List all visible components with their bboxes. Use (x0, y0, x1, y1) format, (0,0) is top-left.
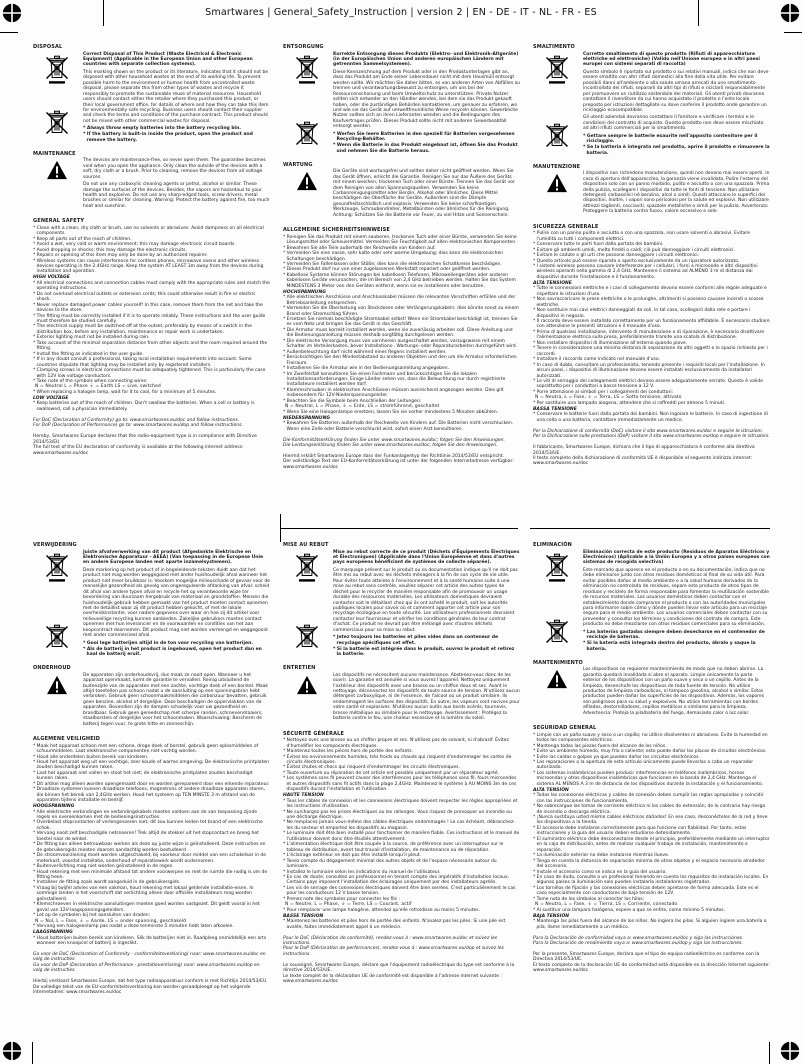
bullet-line: * Keep batteries out of the reach of children. Don't swallow the batteries. When a cell or battery is swallowed, call a physician immediately. (33, 401, 255, 412)
bullet-line: * De stroomvoorziening moet worden uitgeschakeld, bij voorkeur door middel van een schakelaar in de meterkast, voordat installatie, onderhoud of reparatiewerk wordt ondernomen. (33, 853, 267, 864)
icon-paragraph-block (533, 171, 770, 217)
paragraph-line: Mise au rebut correcte de ce produit (Déchets d'Équipements Électriques et Électroniques) (Applicable dans l'Union Européenne et dans d'autres pays européens bénéficiant de systèmes de collecte séparée). (333, 549, 520, 566)
bullet-line: * Alle elektrischen Anschlüsse und Anschlusskabel müssen die relevanten Vorschriften erfüllen und der Betriebsanleitung entsprechen. (283, 295, 516, 306)
language-grid (33, 42, 770, 1000)
bold-bullet-line: * Gettare sempre le batterie esaurite nell'apposito contenitore per il riciclaggio. (583, 133, 758, 145)
bullet-line: * Ne remplacez jamais vous-même des câbles électriques endommagés ! Le cas échéant, débranchez-les du secteur et emportez les dispositifs au magasin. (283, 820, 515, 831)
bullet-line: * Houd batterijen buiten bereik van kinderen. Slik de batterijen niet in. Raadpleeg onmiddellijk een arts wanneer een knoopcel of batterij is ingeslikt. (33, 935, 267, 946)
bullet-line: * All electrical connections and connection cables must comply with the appropriate rules and match the operating instructions. (33, 280, 270, 292)
paragraph-line: Do not use any carboxylic cleaning agents or petrol, alcohol or similar. These damage the surfaces of the devices. Besides, the vapors are hazardous to your health and explosive. Do not use any sharp-edged tools, screw drivers, metal brushes or similar for cleaning. Warning: Protect the battery against fire, too much heat and sunshine. (83, 182, 270, 209)
paragraph-text (333, 52, 520, 155)
bullet-line: * Maintenez toutes les pièces hors de portée des enfants. (283, 749, 413, 755)
icon-column (533, 550, 583, 653)
wire-symbols-line: N = Neutro, L = Fase, ⏚ = Tierra, LS = Corriente, conectado (535, 902, 678, 908)
crop-tick (32, 1042, 33, 1064)
wire-symbols-line: N = Neutre, L = Phase, ⏚ = Terre, LS = Courant, actif (285, 902, 412, 908)
paragraph-line: www.smartwares.eu/doc (33, 450, 89, 456)
wire-symbols-line: N = Nul, L = Fase, ⏚ = Aarde, LS = onder spanning, geschakeld (35, 918, 187, 924)
bullet-line: * Let op de symbolen bij het aansluiten van draden: (33, 913, 151, 919)
section-heading: ENTRETIEN (283, 665, 316, 672)
bullet-line: * Al sustituir una lámpara halógena, espere a que se enfríe, como mínimo 5 minutos. (533, 907, 726, 913)
bullet-line: * Evite un ambiente húmedo, muy frío o caliente; esto puede dañar las placas de circuitos electrónicos. (533, 749, 767, 755)
warning-triangle-icon (296, 171, 318, 191)
bullet-line: * Klemmschrauben in elektrischen Anschlüssen müssen ausreichend angezogen werden. Dies gilt insbesondere für 12V-Niederspannungsleiter. (283, 387, 504, 399)
bullet-line: * Le luminaire doit être bien installé pour fonctionner de manière fiable. Ces instructions et le manuel de l'utilisateur doivent donc être étudiés attentivement. (283, 831, 520, 842)
bullet-line: * Wenn Sie eine Halogenlampe ersetzen, lassen Sie sie vorher mindestens 5 Minuten abkühlen. (283, 409, 499, 415)
weee-crossed-bin-bar-icon (45, 552, 69, 583)
bullet-line: * Questo articolo può essere riparato o aperto esclusivamente da un riparatore autorizzato. (533, 258, 740, 264)
paragraph-text (83, 550, 270, 659)
section-heading: SÉCURITÉ GÉNÉRALE (283, 730, 345, 737)
section-heading: ELIMINACIÓN (533, 542, 572, 548)
bullet-line: * Vervang nooit zelf beschadigde netsnoeren! Trek altijd de stekker uit het stopcontact en breng het toestel naar de winkel. (33, 831, 259, 842)
bullet-line: * Keep all parts out of the reach of children. (33, 236, 132, 242)
paragraph-line: Correct Disposal of This Product (Waste Electrical & Electronic Equipment) (Applicable in the European Union and other European countries with separate collection systems). (83, 51, 253, 68)
registration-mark-top-left (2, 3, 22, 23)
declaration-line: Ga voor de DoC (Declaration of Conformity - conformiteitsverklaring) naar: www.smartwares.eu/doc en volg de instructies. (33, 951, 266, 963)
sub-heading: ALTA TENSIONE (533, 280, 572, 286)
bullet-line: * Mantenga todas las piezas fuera del alcance de los niños. (533, 743, 667, 749)
paragraph-line: Il testo completo della dichiarazione di conformità UE è disponibile al seguente indirizzo internet: www.smartwares.eu/doc (533, 455, 753, 467)
sub-heading: HAUTE TENSION (283, 793, 324, 799)
paragraph-text (333, 673, 520, 724)
weee-crossed-bin-icon (295, 120, 319, 151)
bullet-line: * Limpie con un paño suave y seco o un cepillo; no utilice disolventes ni abrasivos. Evite la humedad en todos los componentes eléctricos. (533, 732, 768, 744)
weee-crossed-bin-icon (295, 623, 319, 654)
paragraph-line: Por la presente, Smartwares Europe, declara que el tipo de equipo radioeléctrico es conforme con la Directiva 2014/53/UE. (533, 951, 760, 963)
bold-bullet-line: * Se la batteria è integrata nel prodotto, aprire il prodotto e rimuovere la batteria. (583, 145, 770, 156)
bullet-line: * Do not overload electrical outlets or extension cords; this could otherwise result in fire or electric shock. (33, 291, 256, 303)
bullet-line: * Il raccordo deve essere installato correttamente per un funzionamento affidabile. È necessario studiare con attenzione le presenti istruzioni e il manuale d'uso. (533, 319, 770, 330)
bullet-line: * Instale el accesorio como se indica en la guía del usuario. (533, 869, 667, 875)
declaration-line: For DoC (Declaration of Conformity) go to: www.smartwares.eu/doc and follow instructions. (33, 417, 240, 423)
bold-bullet-line: * Werfen Sie leere Batterien in den speziell für Batterien vorgesehenen Recycling-Behälter. (333, 131, 515, 143)
paragraph-line: Hereby, Smartwares Europe declares that the radio-equipment type is in compliance with Directive 2014/53/EU (33, 434, 257, 445)
weee-crossed-bin-icon (545, 618, 569, 649)
bullet-line: * Berücksichtigen Sie den Mindestabstand zu anderen Objekten und den um die Armatur erforderlichen Freiraum. (283, 355, 517, 366)
bold-bullet-line: * Si la batería está integrada dentro del producto, ábralo y saque la batería. (583, 641, 756, 652)
section-heading: MAINTENANCE (33, 150, 76, 157)
bullet-line: * Vervang een halogeenlamp pas nadat u deze tenminste 5 minuten hebt laten afkoelen. (33, 924, 234, 930)
bullet-line: * Tenez compte du dégagement minimal des autres objets et de l'espace nécessaire autour du luminaire. (283, 858, 497, 870)
bullet-line: * Klemschroeven in elektrische aansluitingen moeten goed worden vastgezet. Dit geldt vooral in het geval van 12V-laagspanningsgeleiders. (33, 902, 260, 913)
bullet-line: * Exterior lighting must not be installed during rain. (33, 335, 150, 341)
bullet-line: * Pulire con un panno pulito e asciutto o con una spazzola, non usare solventi o abrasivi. Evitare l'umidità su tutti i componenti elettrici. (533, 231, 750, 242)
section-heading: ENTSORGUNG (283, 44, 324, 50)
bullet-line: * Wireless systems can cause interference for cordless phones, microwave ovens and other wireless devices operating in the 2.4GHz range. Keep the system AT LEAST 3m away from the devices during installation and operation. (33, 258, 264, 275)
bullet-line: * Houd rekening met een minimale afstand tot andere voorwerpen en met de ruimte die nodig is om de fitting heen. (33, 869, 268, 881)
bullet-line: * Clamping screws in electrical connections must be adequately tightened. This is particularly the case with 12V low voltage conductors. (33, 368, 266, 379)
icon-column (283, 673, 333, 724)
bold-bullet-line: * Wenn die Batterie in das Produkt eingebaut ist, öffnen Sie das Produkt und nehmen Sie die Batterie heraus. (333, 143, 518, 154)
bullet-line: * Vraag bij twijfel advies van een vakman, houd rekening met lokaal geldende installatie-eisen. In sommige landen is het voorschrift dat verlichting alleen door officiële installateurs mag worden geïnstalleerd. (33, 885, 254, 902)
declaration-line: Ga voor de DoP (Declaration of Performance - prestatieverklaring) naar: www.smartwares.eu/dop en volg de instructies. (33, 962, 260, 974)
paragraph-line: Il fabbricante, Smartwares Europe, dichiara che il tipo di apparecchiatura è conforme alla direttiva 2014/53/UE. (533, 445, 755, 456)
crop-tick (784, 32, 802, 33)
paragraph-line: Gli utenti aziendali dovranno contattare il fornitore e verificare i termini e le condizioni del contratto di acquisto. Questo prodotto non deve essere mischiato ad altri rifiuti commerciali per lo smaltimento. (583, 115, 764, 132)
paragraph-line: Die Geräte sind wartungsfrei und sollten daher nicht geöffnet werden. Wenn Sie das Gerät öffnen, erlischt die Garantie. Reinigen Sie nur das Äußere des Geräts mit einem weichen, trockenen Tuch oder einer Bürste. Trennen Sie das Gerät vor dem Reinigen von allen Spannungsquellen. Verwenden Sie keine Carbonreinigungsmittel oder Benzin, Alkohol oder ähnliches. Diese Mittel beschädigen die Oberfläche der Geräte. Außerdem sind die Dämpfe gesundheitsschädlich und explosiv. Verwenden Sie keine scharfkantigen Werkzeuge, Schraubendreher, Metallbürsten oder ähnliches für die Reinigung. Achtung: Schützen Sie die Batterie vor Feuer, zu viel Hitze und Sonnenschein. (333, 169, 515, 218)
language-section-fr (283, 540, 520, 1000)
language-section-nl (33, 540, 270, 1000)
declaration-line: Pour le DoP (Déclaration de performances), rendez-vous à : www.smartwares.eu/dop et suivez les instructions. (283, 946, 504, 957)
declaration-line: Die Konformitätserklärung finden Sie unter www.smartwares.eu/doc; folgen Sie den Anweisungen. (283, 437, 505, 443)
crop-tick (769, 1042, 770, 1064)
bullet-line: * When replacing a halogen lamp, wait for it to cool, for a minimum of 5 minutes. (33, 389, 217, 395)
icon-paragraph-block (283, 52, 520, 155)
language-section-it (533, 42, 770, 540)
bullet-line: * Never replace damaged power cables yourself! In this case, remove them from the net and take the devices to the store. (33, 302, 263, 314)
bullet-line: * En caso de duda, consulte a un profesional teniendo en cuenta los requisitos de instalación locales. En algunos países la iluminación solo pueden instalarla instaladores registrados. (533, 875, 769, 886)
declaration-line: Para la Declaración de rendimiento vaya a: www.smartwares.eu/dop y siga las instrucciones. (533, 941, 743, 946)
paragraph-text (583, 667, 770, 718)
paragraph-line: Eliminación correcta de este producto (Residuos de Aparatos Eléctricos y Electrónicos) (Aplicable a la Unión Europea y a otros países europeos con sistemas de recogida selectiva) (583, 549, 770, 566)
sub-heading: LAAGSPANNING (33, 930, 73, 936)
bold-bullet-line: * If the battery is built-in inside the product, open the product and remove the battery. (83, 132, 253, 143)
paragraph-text (83, 52, 270, 144)
bullet-line: * Installieren Sie die Armatur wie in der Bedienungsanleitung angegeben. (283, 366, 450, 372)
declaration-line: For DoP (Declaration of Performance) go to: www.smartwares.eu/dop and follow instructions. (33, 423, 243, 429)
bullet-line: * Vermeiden Sie die Überlastung von Steckdosen oder Verlängerungskabeln; dies könnte sonst zu einem Brand oder Stromschlag führen. (283, 306, 519, 317)
bullet-line: * Evite las caídas o golpes ya que pueden dañar los circuitos electrónicos. (533, 754, 700, 760)
bullet-line: * Tenere in considerazione una minima distanza di separazione da altri oggetti e lo spazio richiesto per i raccordi. (533, 346, 768, 357)
bullet-line: * Évitez les environnements humides, très froids ou chauds qui risquent d'endommager les cartes de circuits électroniques. (283, 754, 512, 765)
paragraph-line: Le texte complet de la déclaration UE de conformité est disponible à l'adresse internet suivante : www.smartwares.eu/doc (283, 973, 502, 985)
bullet-line: * Evitare le cadute o gli urti che possono danneggiare i circuiti elettronici. (533, 253, 700, 259)
paragraph-text (583, 171, 770, 217)
bullet-line: * Clean with a clean, dry cloth or brush, use no solvents or abrasives. Avoid dampness on all electrical components. (33, 225, 264, 237)
wire-symbols-line: N = Neutral, L = Phase, ⏚ = Erde, LS = stromführend, geschaltet (285, 404, 440, 410)
paragraph-line: Les dispositifs ne nécessitent aucune maintenance. Abstenez-vous donc de les ouvrir. La garantie est annulée si vous ouvrez l'appareil. Nettoyez uniquement l'extérieur des dispositifs avec une brosse ou un chiffon doux et sec. Avant le nettoyage, déconnectez les dispositifs de toute source de tension. N'utilisez aucun détergent carboxylique, ni de l'essence, de l'alcool ou un produit similaire. Ils endommagent les surfaces des dispositifs. En outre, les vapeurs sont nocives pour votre santé et explosives. N'utilisez aucun outils aux bords acérés, tournevis, brosse métallique ou similaire pour le nettoyage. Avertissement : Protégez la batterie contre le feu, une chaleur excessive et la lumière du soleil. (333, 672, 520, 722)
declaration-line: Per la Dichiarazione di conformità (DoC) visitare il sito www.smartwares.eu/doc e seguire le istruzioni. (533, 428, 764, 434)
crop-tick (0, 32, 18, 33)
document-title: Smartwares | General_Safety_Instruction | version 2 | EN - DE - IT - NL - FR - ES (205, 7, 597, 18)
paragraph-text (583, 52, 770, 157)
section-heading: ALLGEMEINE SICHERHEITSHINWEISE (283, 227, 390, 234)
icon-paragraph-block (533, 667, 770, 718)
icon-column (283, 550, 333, 659)
bold-bullet-line: * Las baterías gastadas siempre deben desecharse en el contenedor de reciclaje de baterías. (583, 629, 765, 641)
icon-column (33, 158, 83, 211)
language-section-en (33, 42, 270, 540)
bullet-line: * In caso di dubbi, consultare un professionista, tenendo presente i requisiti locali per l'installazione. In alcuni paesi, i dispositivi di illuminazione devono essere installati esclusivamente da installatori autorizzati. (533, 362, 765, 379)
bullet-line: * Mantenga las pilas fuera del alcance de los niños. No ingiera las pilas. Si alguien ingiere una batería o pila, llame inmediatamente a un médico. (533, 919, 767, 930)
section-heading: ONDERHOUD (33, 665, 71, 672)
bullet-line: * Dieses Produkt darf nur von einer zugelassenen Werkstatt repariert oder geöffnet werden. (283, 267, 491, 273)
bullet-line: * ¡Nunca sustituya usted mismo cables eléctricos dañados! En ese caso, desconéctelos de la red y lleve los dispositivos a la tienda. (533, 815, 768, 826)
paragraph-line: Questo simbolo è riportato sul prodotto o sui relativi manuali, indica che non deve essere smaltito con altri rifiuti domestici alla fine della vita utile. Per evitare possibili danni all'ambiente o alla salute umana arrecati da uno smaltimento incontrollato dei rifiuti, separarli da altri tipi di rifiuti e riciclarli responsabilmente per promuovere un riutilizzo sostenibile dei materiali. Gli utenti privati dovranno contattare il rivenditore da cui hanno acquistato il prodotto o l'ente locale preposto per istruzioni dettagliate su dove conferire il prodotto onde garantire un riciclaggio ecocompatibile. (583, 69, 769, 114)
bullet-line: * Die elektrische Versorgung muss von vornherein ausgeschaltet werden, vorzugsweise mit einem Schalter im Verteilerkasten, bevor Installations-, Wartungs- oder Reparaturarbeiten durchgeführt wird. (283, 338, 518, 350)
bullet-line: * L'alimentation électrique doit être coupée à la source, de préférence avec un interrupteur sur le tableau de distribution, avant tout travail d'installation, de maintenance ou de réparation. (283, 842, 504, 853)
wire-symbols-line: N = Neutra, L = Fase, ⏚ = Terra, LS = Sotto tensione, attivato (535, 395, 682, 401)
registration-mark-top-right (780, 3, 800, 23)
bullet-line: * Toute ouverture ou réparation de cet article est possible uniquement par un réparateur agréé. (283, 770, 500, 776)
icon-paragraph-block (533, 52, 770, 157)
bullet-line: * Reinigen Sie das Produkt mit einem sauberen, trockenen Tuch oder einer Bürste, verwenden Sie keine Lösungsmittel oder Scheuermittel. Vermeiden Sie Feuchtigkeit auf allen elektronischen Komponenten. (283, 234, 517, 246)
bullet-line: * Los sistemas inalámbricos pueden producir interferencias en teléfonos inalámbricos, hornos microondas y otros dispositivos inalámbricos que funcionen en la banda de 2,4 GHz. Mantenga el sistema AL MENOS A 3 m de distancia de los dispositivos durante la instalación y el funcionamiento. (533, 770, 763, 787)
bullet-line: * Vermeiden Sie Fallenlassen oder Stöße; dies kann die elektronischen Schaltkreise beschädigen. (283, 262, 502, 267)
declaration-line: Die Leistungserklärung finden Sie unter www.smartwares.eu/doc; folgen Sie den Anweisungen. (283, 443, 498, 448)
icon-paragraph-block (33, 158, 270, 211)
sub-heading: ALTA TENSIÓN (533, 787, 569, 793)
bullet-line: * Las reparaciones o la apertura de este artículo únicamente puede llevarlas a cabo un reparador autorizado. (533, 760, 754, 771)
bullet-line: * Todas las conexiones eléctricas y cables de conexión deben cumplir las reglas apropiadas y coincidir con las instrucciones de funcionamiento. (533, 793, 764, 804)
section-heading: SMALTIMENTO (533, 44, 575, 50)
sub-heading: HIGH VOLTAGE (33, 275, 70, 281)
weee-crossed-bin-icon (45, 623, 69, 654)
section-heading: MISE AU REBUT (283, 542, 329, 548)
paragraph-line: El texto completo de la declaración UE de conformidad está disponible en la dirección Internet siguiente: www.smartwares.eu/doc (533, 962, 770, 974)
bullet-line: * Repairs or opening of this item may only be done by an authorized repairer. (33, 253, 208, 259)
bullet-line: * I sistemi wireless possono causare interferenze per i cellulari, i forni a microonde e altri dispositivi wireless operanti nella gamma di 2,4 GHz. Mantenere il sistema ad ALMENO 3 m di distanza dai dispositivi durante l'installazione e il funzionamento. (533, 264, 758, 280)
bullet-line: * Draadloze systemen kunnen draadloze telefoons, magnetrons of andere draadloze apparaten storen, die binnen het bereik van 2,4GHz werken. Houd het systeem op TEN MINSTE 3 m afstand van de apparaten tijdens installatie en bedrijf. (33, 787, 266, 804)
bullet-line: * Kabellose Systeme können Störungen bei kabellosen Telefonen, Mikrowellengeräten oder anderen kabellosen Geräte verursachen, die im Bereich von 2,4 GHz betrieben werden. Halten Sie das System MINDESTENS 3 Meter von den Geräten entfernt, wenn sie es installieren oder benutzen. (283, 272, 516, 289)
warning-triangle-icon (46, 160, 68, 180)
bullet-line: * Alle elektrische verbindingen en verbindingskabels moeten voldoen aan de van toepassing zijnde regels en overeenkomen met de bedieningsinstructies. (33, 809, 258, 821)
crop-tick (103, 0, 104, 26)
paragraph-line: This marking shown on the product or its literature, indicates that it should not be disposed with other household wastes at the end of its working life. To prevent possible harm to the environment or human health from uncontrolled waste disposal, please separate this from other types of wastes and recycle it responsibly to promote the sustainable reuse of material resources. Household users should contact either the retailer where they purchased this product, or their local government office, for details of where and how they can take this item for environmentally safe recycling. Business users should contact their supplier and check the terms and conditions of the purchase contract. This product should not be mixed with other commercial wastes for disposal. (83, 69, 269, 124)
paragraph-line: Ce marquage présent sur le produit ou sa documentation indique qu'il ne doit pas être mis au rebut avec les déchets ménagers à la fin de son cycle de vie utile. Pour éviter toute atteinte à l'environnement et à la santé humaine suite à une mise au rebut sans contrôle, veuillez séparer cet article des autres types de déchet pour le recycler de manière responsable afin de promouvoir un usage durable des ressources matérielles. Les utilisateurs domestiques devraient contacter soit le détaillant chez qui ils ont acheté le produit, soit les autorités publiques locales pour savoir où et comment apporter cet article pour son recyclage écologique en toute sécurité. Les utilisateurs professionnels devraient contacter leur fournisseur et vérifier les conditions générales de leur contrat d'achat. Ce produit ne devrait pas être mélangé avec d'autres déchets commerciaux pour sa mise au rebut. (333, 567, 518, 633)
weee-crossed-bin-bar-icon (295, 552, 319, 583)
bullet-line: * Pour remplacer une lampe halogène, attendez qu'elle refroidisse au moins 5 minutes. (283, 907, 481, 913)
bullet-line: * Conservare tutte le parti fuori dalla portata dei bambini. (533, 242, 664, 248)
sub-heading: BASSA TENSIONE (533, 406, 577, 412)
bullet-line: * Porre attenzione ai simboli per i collegamenti dei conduttori: (533, 389, 674, 395)
bullet-line: * Dit artikel mag alleen worden opengemaakt door en worden gerepareerd door een erkende reparateur. (33, 781, 270, 787)
bullet-line: * Non sovraccaricare le prese elettriche o le prolunghe, altrimenti si possono causare incendi o scosse elettriche. (533, 297, 764, 308)
paragraph-text (83, 673, 270, 730)
declaration-line: Pour le DoC (Déclaration de conformité), rendez-vous à : www.smartwares.eu/doc et suivez les instructions. (283, 935, 498, 946)
bullet-line: * Ersetzen Sie niemals beschädigte Stromkabel selbst! Wenn ein Stromkabel beschädigt ist, trennen Sie es vom Netz und bringen Sie das Gerät in das Geschäft. (283, 317, 518, 328)
section-heading: WARTUNG (283, 161, 313, 168)
registration-mark-bottom-left (2, 1041, 22, 1061)
bullet-line: * Vermeiden Sie eine nasse, sehr kalte oder sehr warme Umgebung; dies kann die elektronischen Schaltungen beschädigen. (283, 251, 504, 262)
bold-bullet-line: * Gooi lege batterijen altijd in de ton voor recycling van batterijen. (83, 640, 253, 646)
bullet-line: * Les vis de serrage des connexions électriques doivent être bien serrées. C'est particulièrement le cas pour les conducteurs 12 V basse tension. (283, 885, 516, 897)
language-section-de (283, 42, 520, 540)
section-heading: SEGURIDAD GENERAL (533, 725, 597, 732)
sub-heading: HOCHSPANNUNG (283, 289, 326, 295)
bullet-line: * No sobrecargue las tomas de corriente eléctrica ni los cables de extensión; de lo contrario hay riesgo de incendio o descarga eléctrica. (533, 804, 766, 815)
icon-paragraph-block (33, 673, 270, 730)
section-heading: DISPOSAL (33, 44, 63, 50)
bullet-line: * Tome nota de los símbolos al conectar los hilos: (533, 896, 645, 902)
paragraph-line: The devices are maintenance-free, so never open them. The guarantee becomes void when you open the appliance. Only clean the outside of the devices with a soft, dry cloth or a brush. Prior to cleaning, remove the devices from all voltage sources. (83, 158, 266, 180)
paragraph-line: Der vollständige Text der EU-Konformitätserklärung ist unter der folgenden Internetadresse verfügbar: www.smartwares.eu/doc (283, 459, 514, 470)
icon-paragraph-block (533, 550, 770, 653)
icon-paragraph-block (33, 52, 270, 144)
crop-tick (698, 0, 699, 26)
bullet-line: * Installez le luminaire selon les indications du manuel de l'utilisateur. (283, 869, 441, 875)
bullet-line: * Außenbeleuchtung darf nicht während eines Regens installiert werden. (283, 349, 447, 355)
bullet-line: * Install the fitting as indicated in the user guide. (33, 351, 144, 357)
warning-triangle-icon (546, 173, 568, 193)
bullet-line: * En cas de doute, consultez un professionnel en tenant compte des impératifs d'installation locaux. Certains pays imposent l'installation des éclairages uniquement par des installateurs agréés. (283, 875, 510, 886)
bullet-line: * Tutte le connessioni elettriche e i cavi di collegamento devono essere conformi alle regole adeguate e rispettare le istruzioni d'uso. (533, 286, 767, 297)
weee-crossed-bin-icon (545, 122, 569, 153)
section-heading: GENERAL SAFETY (33, 218, 85, 225)
warning-triangle-icon (46, 675, 68, 695)
paragraph-line: Corretto smaltimento di questo prodotto (Rifiuti di apparecchiature elettriche ed elettroniche) (Valido nell'Unione europea e in altri paesi europei con sistemi separati di raccolta) (583, 51, 760, 68)
bullet-line: * Bewahren Sie alle Teile außerhalb der Reichweite von Kindern auf. (283, 245, 436, 251)
icon-column (283, 52, 333, 155)
bullet-line: * Los tornillos de fijación y las conexiones eléctricas deben apretarse de forma adecuada. Este es el caso especialmente con conductores de baja tensión de 12V. (533, 885, 759, 897)
bullet-line: * Maak het apparaat schoon met een schone, droge doek of borstel, gebruik geen oplosmiddelen of schuurmiddelen. Laat elektronische componenten niet vochtig worden. (33, 743, 259, 755)
bullet-line: * Buitenverlichting mag niet worden geïnstalleerd in de regen. (33, 864, 174, 870)
paragraph-line: I dispositivi non richiedono manutenzione, quindi non devono mai essere aperti. In caso di apertura dell'apparecchio, la garanzia viene invalidata. Pulire l'esterno del dispositivo solo con un panno morbido, pulito e asciutto o con una spazzola. Prima della pulizia, scollegare i dispositivi da tutte le fonti di tensione. Non utilizzare detergenti carbossilici né benzina, alcol o simili. Questi attaccano le superfici dei dispositivi. Inoltre, i vapori sono pericolosi per la salute ed esplosivi. Non utilizzare attrezzi taglienti, cacciaviti, spazzole metalliche o simili per la pulizia. Avvertenza: Proteggere la batteria contro fuoco, calore eccessivo e sole. (583, 171, 770, 215)
bullet-line: * Non sostituire mai cavi elettrici danneggiati da soli. In tal caso, scollegarli dalla rete e portare i dispositivi in negozio. (533, 308, 751, 319)
icon-paragraph-block (283, 169, 520, 220)
sub-heading: BASSE TENSION (283, 913, 324, 919)
bullet-line: * Installeer de fitting zoals wordt aangeduid in de gebruikersgids. (33, 880, 181, 886)
paragraph-line: Hierbij verklaart Smartwares Europe, dat het type radioapparatuur conform is met Richtlijn 2014/53/EU. (33, 979, 268, 985)
bullet-line: * Non installare dispositivi di illuminazione all'esterno quando piove. (533, 340, 688, 346)
bullet-line: * Per sostituire una lampada alogena, attendere che si raffreddi per almeno 5 minuti. (533, 400, 726, 406)
bullet-line: * El accesorio debe instalarse correctamente para que funcione con fiabilidad. Por tanto, estas instrucciones y la guía del usuario deben estudiarse detenidamente. (533, 825, 747, 837)
bullet-line: * Évitez chutes et chocs qui risquent d'endommager les circuits électroniques. (283, 765, 460, 771)
weee-crossed-bin-bar-icon (295, 54, 319, 85)
section-heading: MANTENIMIENTO (533, 659, 583, 666)
weee-crossed-bin-bar-icon (545, 552, 569, 583)
bullet-line: * The fitting must be correctly installed if it is to operate reliably. These instructions and the user guide must therefore be studied carefully. (33, 313, 266, 325)
bullet-line: * Ne surchargez pas les prises électriques ou les rallonges. Vous risquez de provoquer un incendie ou une décharge électrique. (283, 809, 512, 821)
bullet-line: * Die Armatur muss korrekt installiert werden, wenn sie zuverlässig arbeiten soll. Diese Anleitung und die Bedienungsanleitung müssen deshalb sorgfältig durchgelesen werden. (283, 327, 513, 339)
bullet-line: * Tous les câbles de connexion et les connexions électriques doivent respecter les règles appropriées et les instructions d'utilisation. (283, 798, 518, 810)
bold-bullet-line: * Jetez toujours les batteries et piles vides dans un conteneur de recyclage spécifiques cet effet. (333, 635, 499, 646)
paragraph-line: Hiermit erklärt Smartwares Europe dass der Funkanlagentyp der Richtlinie 2014/53/EU entspricht. (283, 453, 505, 459)
bullet-line: * La iluminación exterior no debe instalarse mientras llueve. (533, 853, 670, 859)
paragraph-line: De volledige tekst van de EU-conformiteitsverklaring kan worden geraadpleegd op het volgende internetadres: www.smartwares.eu/doc (33, 984, 251, 996)
bullet-line: * Avoid a wet, very cold or warm environment; this may damage electronic circuit boards. (33, 242, 236, 248)
warning-triangle-icon (296, 675, 318, 695)
bullet-line: * Beachten Sie die Symbole beim Anschließen der Leitungen: (283, 398, 422, 404)
paragraph-line: Le soussigné, Smartwares Europe, déclare que l'équipement radioélectrique du type est conforme à la directive 2014/53/UE. (283, 962, 515, 974)
paragraph-text (333, 169, 520, 220)
bullet-line: * Installare il raccordo come indicato nel manuale d'uso. (533, 357, 660, 363)
paragraph-line: De apparaten zijn onderhoudsvrij, dus maak ze nooit open. Wanneer u het apparaat openmaakt, komt de garantie te vervallen. Reinig uitsluitend de buitenzijde van de apparaten met een zachte, vochtige doek of een borstel. Maak altijd toestellen pas schoon nadat u de aansluiting op een spanningsbron hebt verbroken. Gebruik geen schoonmaakmiddelen die carbonzuur bevatten, gebruik geen benzine, alcohol of dergelijke. Deze beschadigen de oppervlakken van de apparaten. Bovendien zijn de dampen schadelijk voor uw gezondheid en brandbaar. Gebruik geen gereedschap met scherpe randen, schroevendraaiers, staalborstels of dergelijke voor het schoonmaken. Waarschuwing: Bescherm de batterij tegen vuur, te grote hitte en zonneschijn. (83, 672, 268, 727)
bullet-line: * Bewahren Sie Batterien außerhalb der Reichweite von Kindern auf. Die Batterien nicht verschlucken. Wenn eine Zelle oder Batterie verschluckt wird, sofort einen Arzt konsultieren. (283, 421, 514, 432)
bullet-line: * Laat het apparaat niet vallen en stoot het niet; de elektronische printplaten zouden beschadigd kunnen raken. (33, 770, 253, 782)
paragraph-line: Deze markering op het product of in begeleidende teksten duidt aan dat het product niet mag worden weggegooid met ander huishoudelijk afval wanneer het product niet meer bruikbaar is. Voorkom mogelijke milieuschade of gevaar voor de menselijke gezondheid als gevolg van ongereguleerde afdanking van afval: scheid dit afval van andere typen afval en recycle het op verantwoorde wijze ter bevordering van duurzaam hergebruik van materiaal en grondstoffen. Mensen die huishoudelijk gebruik hebben gemaakt van het product moeten contact opnemen met de detaillist waar zij dit product hebben gekocht, of met de lokale overheidsinstantie, voor nadere gegevens over waar en hoe zij dit artikel voor milieuveilige recycling kunnen aanbieden. Zakelijke gebruikers moeten contact opnemen met hun leverancier en de voorwaarden en condities van het aan koopcontract doornemen. Dit product mag niet worden vermengd en weggegooid met ander commercieel afval. (83, 567, 270, 639)
sub-heading: LOW VOLTAGE (33, 395, 69, 401)
bullet-line: * L'éclairage extérieur ne doit pas être installé lorsqu'il pleut. (283, 853, 422, 859)
paragraph-text (83, 158, 270, 211)
bullet-line: * If in any doubt consult a professional, taking local installation requirements into account. Some countries stipulate that lighting may be installed only by registered installers. (33, 357, 252, 368)
icon-column (533, 667, 583, 718)
icon-column (533, 52, 583, 157)
paragraph-line: Este marcado que aparece en el producto o en su documentación, indica que no debe eliminarse junto con otros residuos domésticos al final de su vida útil. Para evitar posibles daños al medio ambiente o a la salud humana derivados de la eliminación no controlada de residuos, separe este producto de otros tipos de residuos y recíclelo de forma responsable para fomentar la reutilización sostenible de recursos materiales. Los usuarios domésticos deben contactar con el establecimiento donde compraron el producto o con las autoridades municipales para informarse sobre cómo y dónde pueden llevar este artículo para un reciclaje seguro para el medio ambiente. Los usuarios comerciales deben contactar con su proveedor y consultar los términos y condiciones del contrato de compra. Este producto no debe mezclarse con otros residuos comerciales para su eliminación. (583, 567, 770, 628)
bullet-line: * Take note of the symbols when connecting wires: (33, 379, 148, 385)
section-heading: MANUTENZIONE (533, 163, 581, 170)
bullet-line: * Im Zweifelsfall konsultieren Sie einen Fachmann und berücksichtigen Sie die lokalen Installationsanforderungen. Einige Länder sehen vor, dass die Beleuchtung nur durch registrierte Installateure installiert werden darf. (283, 371, 506, 388)
bullet-line: * De fitting kan alleen betrouwbaar werken als deze op juiste wijze is geïnstalleerd. Deze instructies en de gebruikersgids moeten daarom aandachtig worden bestudeerd (33, 842, 266, 853)
bullet-line: * Le viti di serraggio dei collegamenti elettrici devono essere adeguatamente serrate. Questo è valido soprattutto per i conduttori a bassa tensione a 12 V. (533, 379, 763, 390)
wire-symbols-line: N = Neutral L = Phase ⏚ = Earth LS = Live, switched (35, 384, 161, 390)
sub-heading: HOOGSPANNING (33, 804, 75, 810)
icon-column (283, 169, 333, 220)
bullet-line: * Prenez note des symboles pour connecter les fils : (283, 896, 400, 902)
icon-column (33, 550, 83, 659)
bullet-line: * Take account of the minimal separation distance from other objects and the room required around the fitting. (33, 340, 268, 352)
paragraph-line: The full text of the EU declaration of conformity is available at the following internet address: (33, 445, 244, 451)
icon-paragraph-block (33, 550, 270, 659)
sub-heading: NIEDERSPANNUNG (283, 415, 331, 421)
weee-crossed-bin-bar-icon (545, 54, 569, 85)
language-section-es (533, 540, 770, 1000)
bullet-line: * Tenga en cuenta la distancia de separación mínima de otros objetos y el espacio necesario alrededor del accesorio. (533, 858, 765, 870)
registration-mark-bottom-right (780, 1041, 800, 1061)
section-heading: ALGEMENE VEILIGHEID (33, 736, 101, 743)
icon-column (33, 52, 83, 144)
icon-column (533, 171, 583, 217)
declaration-line: Para la Declaración de conformidad vaya a: www.smartwares.eu/doc y siga las instrucciones. (533, 935, 744, 941)
declaration-line: Per la Dichiarazione sulle prestazioni (DoP) visitare il sito www.smartwares.eu/dop e seguire le istruzioni. (533, 434, 770, 440)
bullet-line: * Maintenez les batteries et piles hors de portée des enfants. N'avalez pas les piles. Si une pile est avalée, faites immédiatement appel à un médecin. (283, 919, 506, 930)
bullet-line: * Evitare gli ambienti umidi, molto freddi o caldi; ciò può danneggiare i circuiti elettronici. (533, 247, 735, 253)
paragraph-line: Juiste afvalverwerking van dit product (Afgedankte Elektrische en Elektronische Apparatuur - AEEA) (Van toepassing in de Europese Unie en andere Europese landen met aparte inzamelsystemen). (83, 549, 264, 566)
icon-paragraph-block (283, 550, 520, 659)
paragraph-line: Los dispositivos no requieren mantenimiento de modo que no deben abrirse. La garantía quedará invalidada si abre el aparato. Limpie únicamente la parte exterior de los dispositivos con un paño suave y seco o un cepillo. Antes de la limpieza, desenchufe los dispositivos de toda fuente de tensión. No utilice productos de limpieza carboxílicos, ni tampoco gasolina, alcohol o similar. Estos productos pueden dañar las superficies de los dispositivos. Además, los vapores son peligrosos para su salud y explosivos. No utilice herramientas con bordes afilados, destornilladores, cepillos metálicos o similares para la limpieza. Advertencia: Proteja la pila/batería del fuego, demasiado calor o luz solar. (583, 667, 765, 716)
paragraph-text (333, 550, 520, 659)
weee-crossed-bin-icon (45, 109, 69, 140)
bullet-line: * Nettoyez avec une brosse ou un chiffon propre et sec. N'utilisez pas de solvant, ni d'abrasif. Évitez d'humidifier les composants électriques. (283, 738, 509, 749)
bullet-line: * Conservare le batterie fuori dalla portata dei bambini. Non ingoiare le batterie. In caso di ingestione di una cella o una batteria, contattare immediatamente un medico. (533, 412, 768, 423)
icon-paragraph-block (283, 673, 520, 724)
warning-triangle-icon (546, 669, 568, 689)
paragraph-line: Korrekte Entsorgung dieses Produkts (Elektro- und Elektronik-Altgeräte) (in der Europäischen Union und anderen europäischen Ländern mit getrennten Sammelsystemen). (333, 51, 519, 68)
bullet-line: * Les systèmes sans fil peuvent causer des interférences pour les téléphones sans fil, fours microondes et autres dispositifs sans fil actifs dans la plage 2,4GHz. Maintenez le système à AU MOINS 3m de ces dispositifs durant l'installation et l'utilisation. (283, 776, 517, 793)
bullet-line: * Houd alle onderdelen buiten bereik van kinderen. (33, 754, 149, 760)
bullet-line: * Prima di qualsiasi installazione, intervento di manutenzione o di riparazione, è necessario disattivare l'alimentazione elettrica sulla presa, preferibilmente tramite una scatola di distribuzione. (533, 329, 765, 341)
paragraph-text (583, 550, 770, 653)
bold-bullet-line: * Als de batterij in het product is ingebouwd, open het product dan en haal de batterij eruit. (83, 646, 262, 658)
bold-bullet-line: * Always throw empty batteries into the battery recycling bin. (83, 126, 242, 132)
sub-heading: BAJA TENSIÓN (533, 913, 570, 919)
weee-crossed-bin-bar-icon (45, 54, 69, 85)
bold-bullet-line: * Si la batterie est intégrée dans le produit, ouvrez le produit et retirez la batterie. (333, 646, 515, 658)
bullet-line: * The electrical supply must be switched off at the outset, preferably by means of a switch in the distribution box, before any installation, maintenance or repair work is undertaken. (33, 324, 252, 335)
bullet-line: * El suministro eléctrico debe desconectarse desde el principio, preferiblemente mediante un interruptor en la caja de distribución, antes de realizar cualquier trabajo de instalación, mantenimiento o reparación. (533, 836, 770, 853)
bullet-line: * Houd het apparaat weg uit een vochtige, zeer koude of warme omgeving; De elektronische printplaten zouden beschadigd kunnen raken. (33, 760, 269, 771)
icon-column (33, 673, 83, 730)
bullet-line: * Overbelast stopcontacten of verlengsnoeren niet; dit zou kunnen leiden tot brand of een elektrische schok. (33, 820, 263, 831)
paragraph-line: Diese Kennzeichnung auf dem Produkt oder in den Produktunterlagen gibt an, dass das Produkt am Ende seiner Lebensdauer nicht mit dem Hausmüll entsorgt werden sollte. Wir möchten Sie daher bitten, es von anderen Arten von Abfällen zu trennen und verantwortungsbewusst zu entsorgen, um uns bei der Ressourcenschonung und beim Umweltschutz zu unterstützen. Private Nutzer sollten sich entweder an den Händler wenden, bei dem sie das Produkt gekauft haben, oder die zuständigen Behörden kontaktieren, um genauer zu erfahren, wo und wie sie das Gerät auf umweltfreundliche Weise recyceln können. Gewerbliche Nutzer sollten sich an ihren Lieferanten wenden und die Bedingungen des Kaufvertrages prüfen. Dieses Produkt sollte nicht mit anderen Gewerbeabfall entsorgt werden. (333, 69, 520, 130)
section-heading: SICUREZZA GENERALE (533, 223, 599, 230)
bullet-line: * Avoid dropping or shocks; this may damage the electronic circuits. (33, 247, 187, 253)
section-heading: VERWIJDERING (33, 542, 77, 548)
